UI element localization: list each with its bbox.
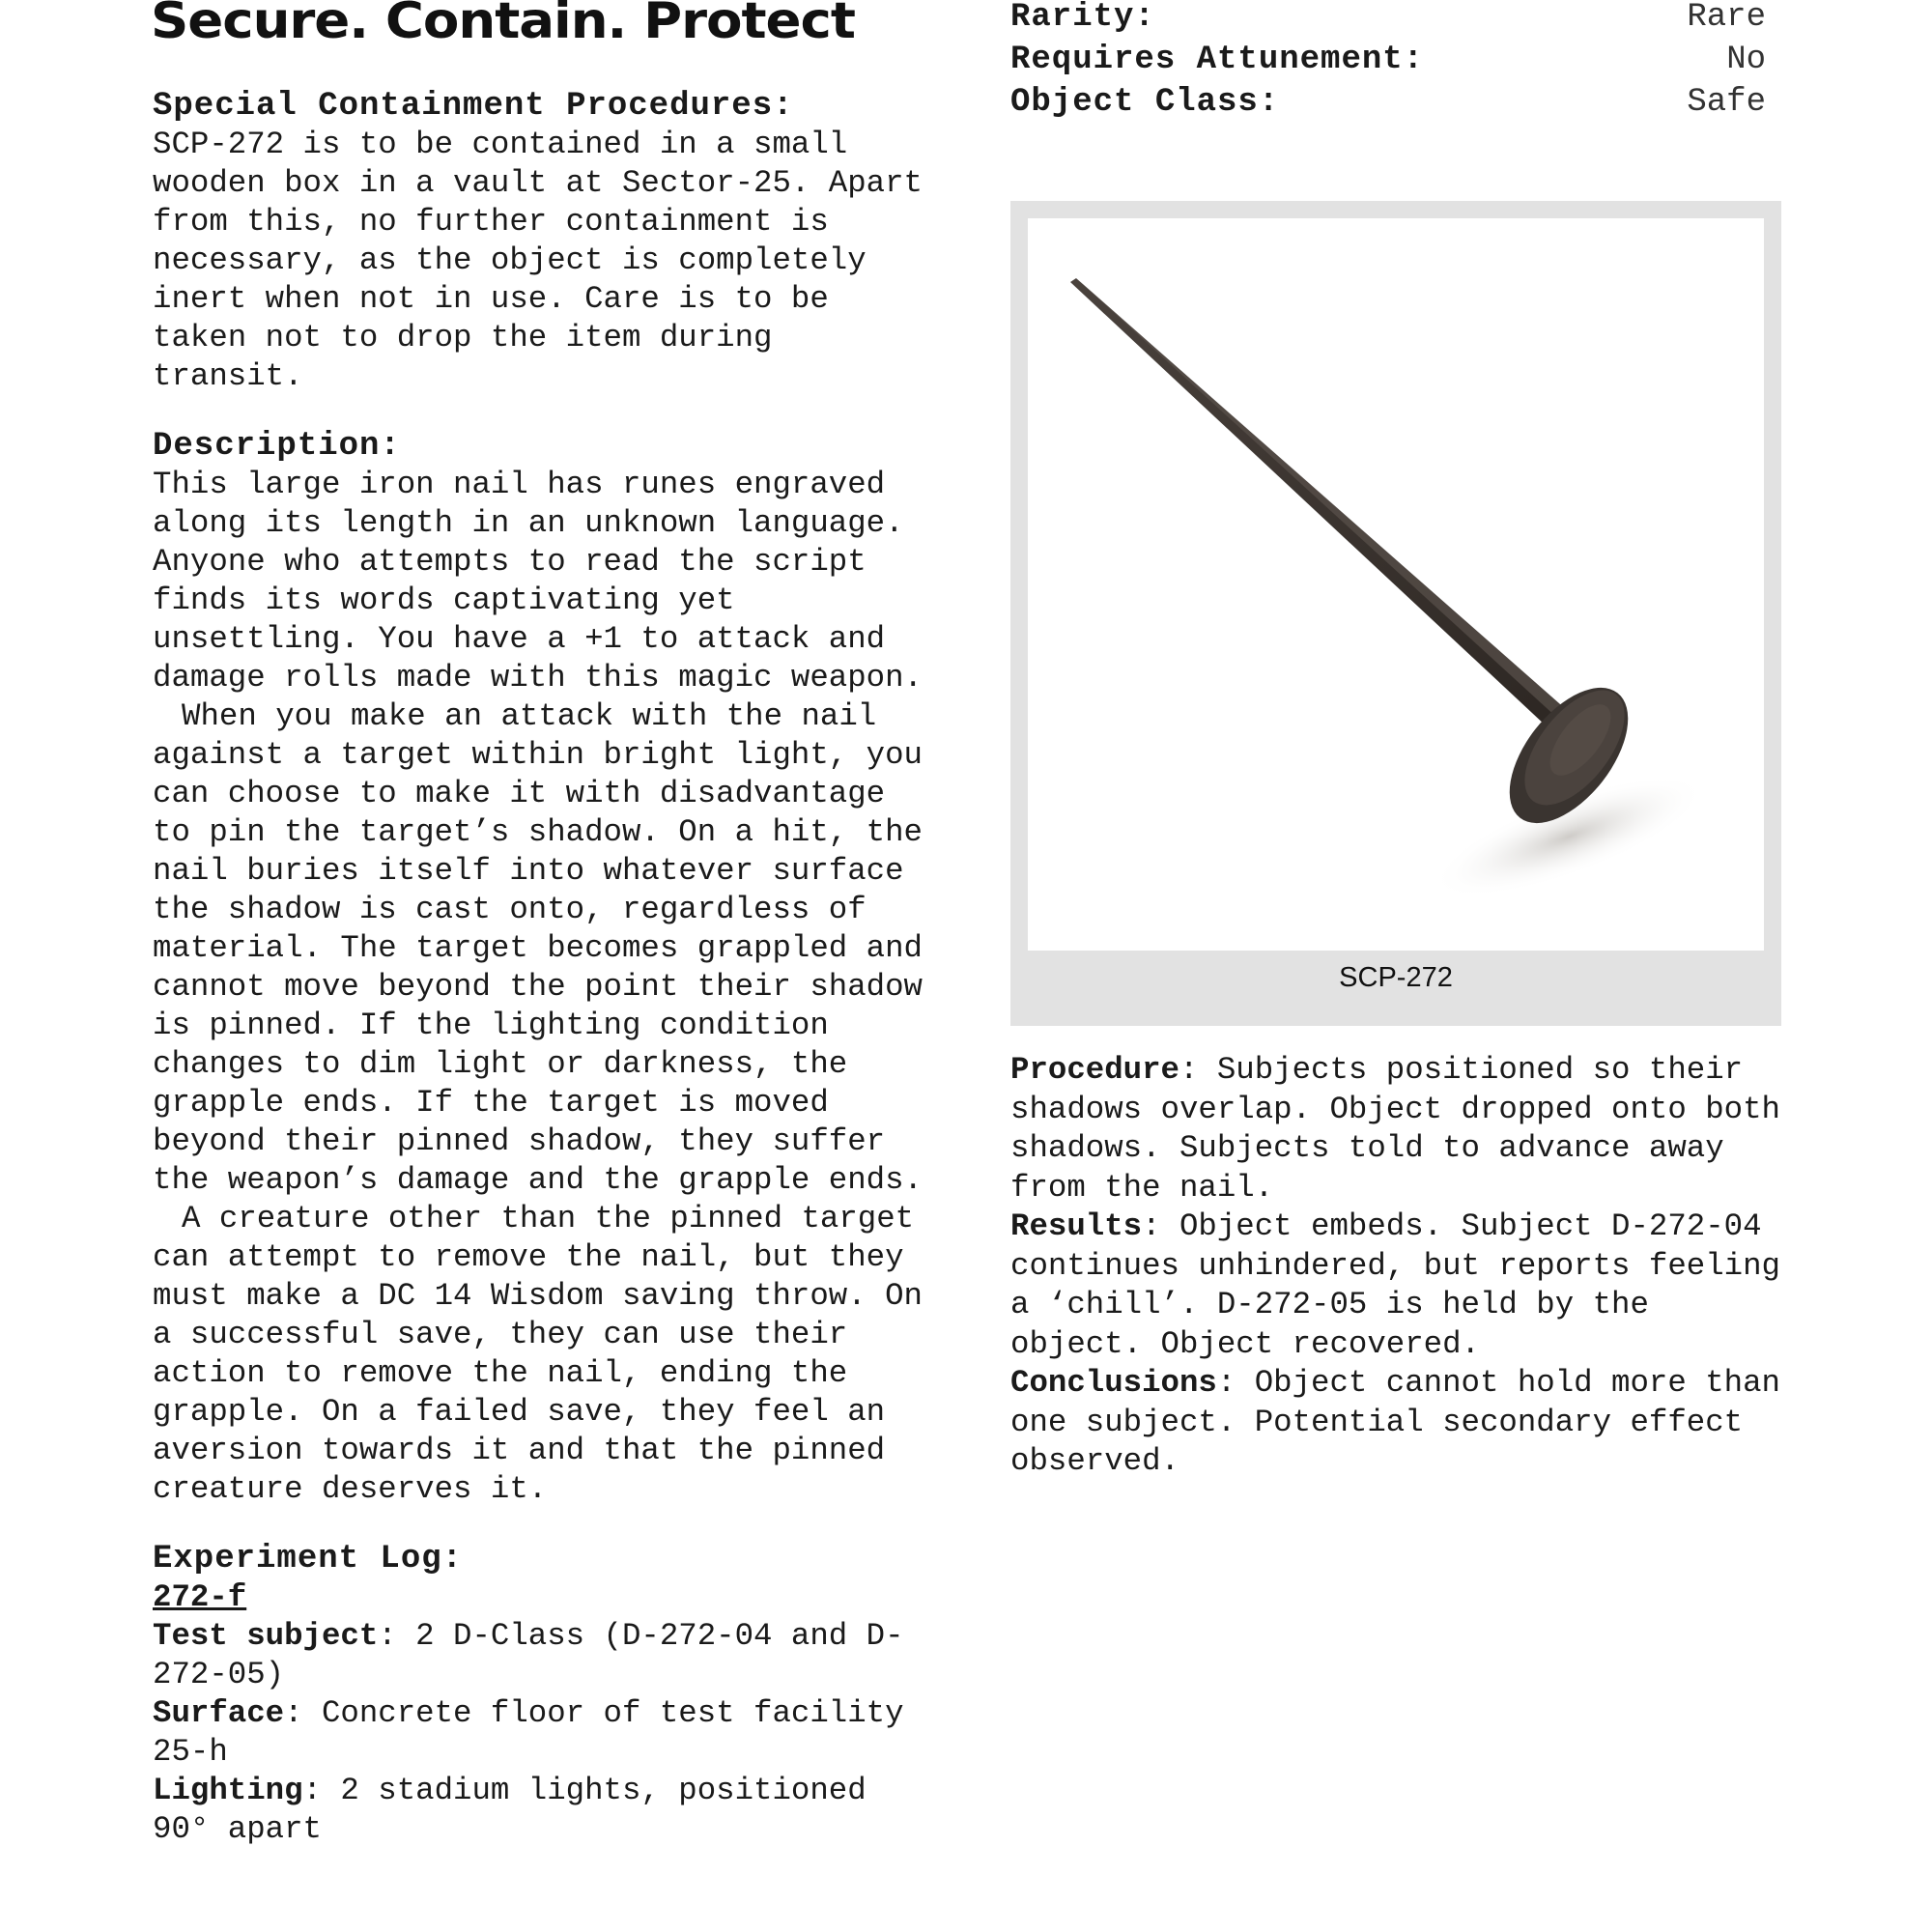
containment-heading: Special Containment Procedures: [153, 88, 794, 125]
procedure-value: Subjects positioned so their shadows overlap. Object dropped onto both shadows. Subjects told to advance away from the nail. [1010, 1052, 1780, 1206]
results-value: Object embeds. Subject D-272-04 continues unhindered, but reports feeling a ‘chill’. D-272-05 is held by the object. Object recovered. [1010, 1208, 1780, 1362]
figure-caption: SCP-272 [1339, 962, 1453, 993]
procedure-entry: Procedure: Subjects positioned so their shadows overlap. Object dropped onto both shadows. Subjects told to advance away from the nail. [1010, 1052, 1780, 1206]
description-paragraph-2: When you make an attack with the nail against a target within bright light, you can choose to make it with disadvantage to pin the target’s shadow. On a hit, the nail buries itself into whatever surface the shadow is cast onto, regardless of material. The target becomes grappled and cannot move beyond the point their shadow is pinned. If the lighting condition changes to dim light or darkness, the grapple ends. If the target is moved beyond their pinned shadow, they suffer the weapon’s damage and the grapple ends. [153, 698, 942, 1198]
stat-label: Rarity: [1010, 0, 1155, 36]
right-column [1010, 1051, 1783, 1482]
description-paragraph-3: A creature other than the pinned target can attempt to remove the nail, but they must make a DC 14 Wisdom saving throw. On a successful save, they can use their action to remove the nail, ending the grapple. On a failed save, they feel an aversion towards it and that the pinned creature deserves it. [153, 1201, 942, 1507]
experiment-log-heading: Experiment Log: [153, 1541, 464, 1577]
page-title: Secure. Contain. Protect [151, 0, 855, 50]
stat-object-class [1010, 81, 1766, 124]
stat-value: Rare [1687, 0, 1766, 36]
iron-nail-icon [1028, 218, 1764, 951]
stat-value: Safe [1687, 84, 1766, 121]
results-entry: Results: Object embeds. Subject D-272-04 continues unhindered, but reports feeling a ‘chill’. D-272-05 is held by the object. Object recovered. [1010, 1208, 1780, 1362]
results-label: Results [1010, 1208, 1143, 1244]
procedure-label: Procedure [1010, 1052, 1179, 1088]
surface-label: Surface [153, 1695, 285, 1731]
nail-photo [1028, 218, 1764, 951]
stat-label: Object Class: [1010, 84, 1280, 121]
test-subject-label: Test subject [153, 1618, 379, 1654]
experiment-id: 272-f [153, 1579, 247, 1615]
surface-value: Concrete floor of test facility 25-h [153, 1695, 923, 1770]
stat-value: No [1726, 42, 1766, 78]
surface-entry: Surface: Concrete floor of test facility 25-h [153, 1695, 923, 1770]
item-figure [1010, 201, 1781, 1026]
conclusions-label: Conclusions [1010, 1365, 1217, 1401]
stat-label: Requires Attunement: [1010, 42, 1425, 78]
item-stats [1010, 0, 1766, 124]
left-column [153, 87, 942, 1849]
lighting-value: 2 stadium lights, positioned 90° apart [153, 1773, 886, 1847]
lighting-entry: Lighting: 2 stadium lights, positioned 90° apart [153, 1773, 886, 1847]
stat-rarity [1010, 0, 1766, 39]
conclusions-entry: Conclusions: Object cannot hold more than one subject. Potential secondary effect observed. [1010, 1365, 1780, 1479]
test-subject-value: 2 D-Class (D-272-04 and D-272-05) [153, 1618, 904, 1692]
description-paragraph-1: This large iron nail has runes engraved along its length in an unknown language. Anyone who attempts to read the script finds its words captivating yet unsettling. You have a +1 to attack and damage rolls made with this magic weapon. [153, 467, 923, 696]
lighting-label: Lighting [153, 1773, 303, 1808]
containment-text: SCP-272 is to be contained in a small wooden box in a vault at Sector-25. Apart from this, no further containment is necessary, as the object is completely inert when not in use. Care is to be taken not to drop the item during transit. [153, 127, 942, 394]
test-subject-entry: Test subject: 2 D-Class (D-272-04 and D-272-05) [153, 1618, 904, 1692]
conclusions-value: Object cannot hold more than one subject. Potential secondary effect observed. [1010, 1365, 1780, 1479]
stat-attunement [1010, 39, 1766, 81]
description-heading: Description: [153, 428, 401, 465]
